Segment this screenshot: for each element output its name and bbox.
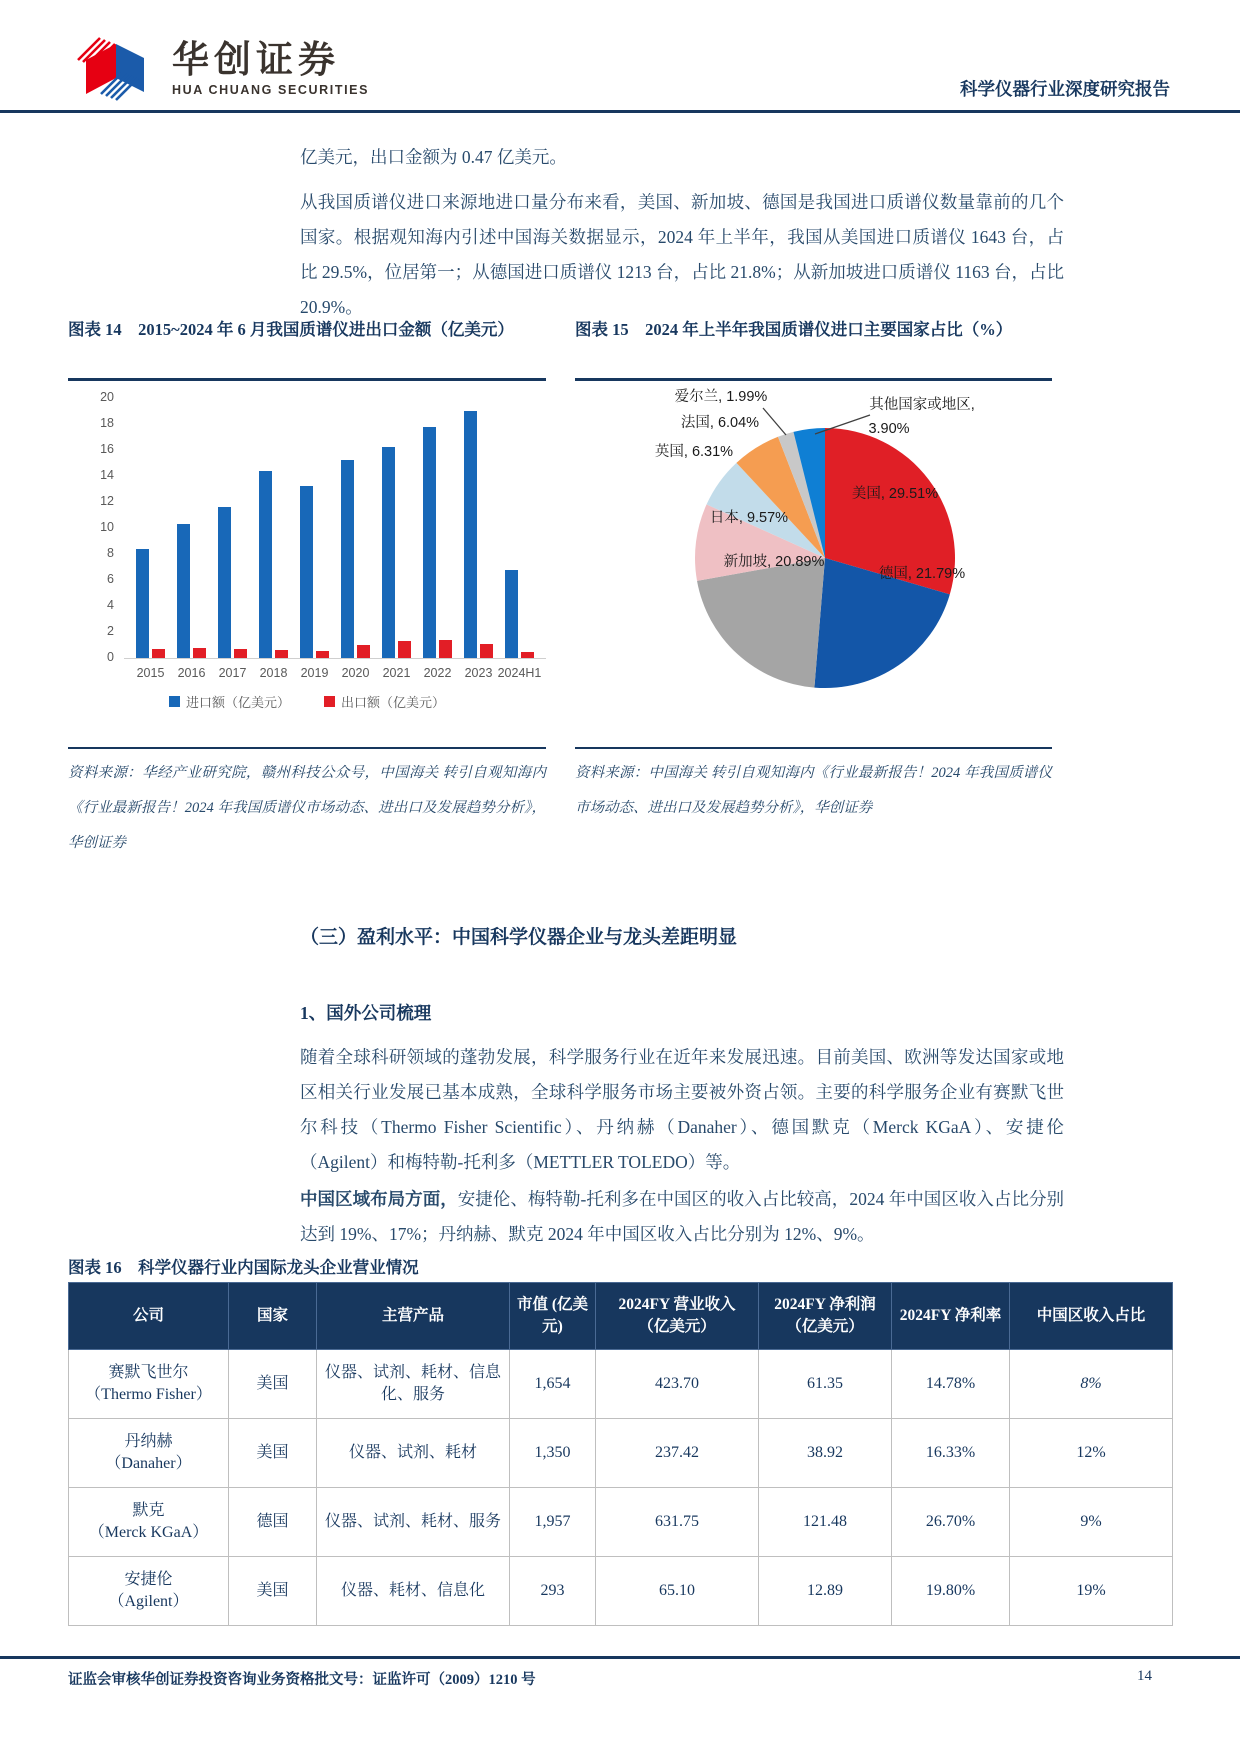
legend-swatch-icon xyxy=(324,696,335,707)
y-axis-tick: 14 xyxy=(100,468,114,482)
y-axis-tick: 8 xyxy=(107,546,114,560)
y-axis-tick: 18 xyxy=(100,416,114,430)
table-cell: 德国 xyxy=(229,1488,317,1557)
pie-label-美国: 美国, 29.51% xyxy=(851,486,939,502)
company-logo xyxy=(70,26,369,110)
x-axis-line xyxy=(124,658,546,659)
table-cell: 631.75 xyxy=(596,1488,759,1557)
table-header-cell: 市值 (亿美元) xyxy=(510,1283,596,1350)
section-heading: （三）盈利水平：中国科学仪器企业与龙头差距明显 xyxy=(300,927,738,948)
export-bar xyxy=(398,641,411,658)
table-cell: 19.80% xyxy=(892,1557,1010,1626)
x-axis-label: 2024H1 xyxy=(497,666,542,680)
table-cell: 1,654 xyxy=(510,1350,596,1419)
company-name-cn: 丹纳赫 xyxy=(124,1433,173,1450)
export-bar xyxy=(193,648,206,658)
intro-paragraph-1: 亿美元，出口金额为 0.47 亿美元。 xyxy=(300,147,567,167)
x-axis-label: 2020 xyxy=(341,666,370,680)
import-bar xyxy=(505,570,518,658)
import-share-pie-chart xyxy=(575,386,1052,698)
table-header-cell: 2024FY 净利润 （亿美元） xyxy=(759,1283,892,1350)
import-bar xyxy=(464,411,477,658)
pie-label-其他国家或地区: 其他国家或地区, 3.90% xyxy=(868,397,975,437)
legend-label: 出口额（亿美元） xyxy=(341,695,446,710)
table-cell xyxy=(69,1488,229,1557)
table-cell: 美国 xyxy=(229,1419,317,1488)
y-axis-tick: 4 xyxy=(107,598,114,612)
pie-label-日本: 日本, 9.57% xyxy=(709,510,789,526)
export-bar xyxy=(521,652,534,658)
export-bar xyxy=(234,649,247,658)
section-paragraph-2 xyxy=(300,1182,1064,1252)
import-bar xyxy=(423,427,436,658)
company-name-en: （Thermo Fisher） xyxy=(85,1386,212,1403)
pie-label-法国: 法国, 6.04% xyxy=(680,415,760,431)
y-axis-tick: 2 xyxy=(107,624,114,638)
companies-table xyxy=(68,1282,1173,1626)
legend-item xyxy=(324,692,445,711)
table-cell: 美国 xyxy=(229,1350,317,1419)
x-axis-label: 2016 xyxy=(177,666,206,680)
table-cell: 仪器、试剂、耗材、服务 xyxy=(317,1488,510,1557)
table-cell: 65.10 xyxy=(596,1557,759,1626)
section-paragraph-1: 随着全球科研领域的蓬勃发展，科学服务行业在近年来发展迅速。目前美国、欧洲等发达国家或地区相关行业发展已基本成熟，全球科学服务市场主要被外资占领。主要的科学服务企业有赛默飞世尔科技（Thermo Fisher Scientific）、丹纳赫（Danaher）、德国默克（Merck KGaA）、安捷伦（Agilent）和梅特勒-托利多（METTLER TOLEDO）等。 xyxy=(300,1047,1064,1172)
table-cell: 16.33% xyxy=(892,1419,1010,1488)
table-row xyxy=(69,1419,1173,1488)
figure14-source-note: 资料来源：华经产业研究院，赣州科技公众号，中国海关 转引自观知海内《行业最新报告！2024 年我国质谱仪市场动态、进出口及发展趋势分析》，华创证券 xyxy=(68,765,546,851)
figure14-title: 图表 14 2015~2024 年 6 月我国质谱仪进出口金额（亿美元） xyxy=(68,320,514,339)
export-bar xyxy=(357,645,370,658)
x-axis-label: 2022 xyxy=(423,666,452,680)
export-bar xyxy=(480,644,493,658)
figure15-source-note: 资料来源：中国海关 转引自观知海内《行业最新报告！2024 年我国质谱仪市场动态、进出口及发展趋势分析》，华创证券 xyxy=(575,765,1052,816)
table-cell: 1,957 xyxy=(510,1488,596,1557)
legend-item xyxy=(169,692,290,711)
logo-name-cn: 华创证券 xyxy=(172,38,340,80)
pie-label-德国: 德国, 21.79% xyxy=(878,566,966,582)
logo-cube-icon xyxy=(70,26,162,110)
table-cell: 293 xyxy=(510,1557,596,1626)
paragraph-lead-bold: 中国区域布局方面， xyxy=(300,1189,458,1209)
table-header-cell: 国家 xyxy=(229,1283,317,1350)
x-axis-label: 2018 xyxy=(259,666,288,680)
pie-leader-line xyxy=(763,408,786,435)
figure15-bottom-rule xyxy=(575,747,1052,749)
export-bar xyxy=(275,650,288,658)
x-axis-label: 2021 xyxy=(382,666,411,680)
table-row xyxy=(69,1557,1173,1626)
table-cell xyxy=(69,1350,229,1419)
y-axis-tick: 10 xyxy=(100,520,114,534)
table-header-cell: 2024FY 净利率 xyxy=(892,1283,1010,1350)
x-axis-label: 2023 xyxy=(464,666,493,680)
company-name-en: （Danaher） xyxy=(105,1455,192,1472)
y-axis-tick: 6 xyxy=(107,572,114,586)
export-bar xyxy=(152,649,165,658)
figure16-title: 图表 16 科学仪器行业内国际龙头企业营业情况 xyxy=(68,1258,419,1277)
pie-svg xyxy=(575,386,1052,698)
y-axis-tick: 16 xyxy=(100,442,114,456)
table-header-cell: 中国区收入占比 xyxy=(1010,1283,1173,1350)
legend-label: 进口额（亿美元） xyxy=(185,695,290,710)
import-bar xyxy=(259,471,272,658)
import-bar xyxy=(177,524,190,658)
table-cell: 19% xyxy=(1010,1557,1173,1626)
table-cell: 8% xyxy=(1010,1350,1173,1419)
table-cell: 1,350 xyxy=(510,1419,596,1488)
logo-name-en: HUA CHUANG SECURITIES xyxy=(172,82,370,97)
import-bar xyxy=(136,549,149,658)
table-cell: 12.89 xyxy=(759,1557,892,1626)
footer-divider xyxy=(0,1656,1240,1659)
footer-license-text: 证监会审核华创证券投资咨询业务资格批文号：证监许可（2009）1210 号 xyxy=(68,1672,536,1688)
import-bar xyxy=(218,507,231,658)
import-export-bar-chart xyxy=(68,388,546,720)
pie-label-爱尔兰: 爱尔兰, 1.99% xyxy=(674,389,768,405)
figure14-bottom-rule xyxy=(68,747,546,749)
pie-label-英国: 英国, 6.31% xyxy=(654,444,734,460)
y-axis-tick: 0 xyxy=(107,650,114,664)
table-cell: 仪器、试剂、耗材 xyxy=(317,1419,510,1488)
table-cell: 423.70 xyxy=(596,1350,759,1419)
company-name-en: （Merck KGaA） xyxy=(88,1524,209,1541)
page-number: 14 xyxy=(1137,1668,1152,1684)
export-bar xyxy=(439,640,452,658)
table-cell: 仪器、试剂、耗材、信息化、服务 xyxy=(317,1350,510,1419)
legend-swatch-icon xyxy=(169,696,180,707)
table-cell: 26.70% xyxy=(892,1488,1010,1557)
company-name-cn: 赛默飞世尔 xyxy=(108,1364,189,1381)
import-bar xyxy=(341,460,354,658)
table-cell: 美国 xyxy=(229,1557,317,1626)
table-header-cell: 公司 xyxy=(69,1283,229,1350)
table-body xyxy=(69,1350,1173,1626)
export-bar xyxy=(316,651,329,658)
table-cell: 14.78% xyxy=(892,1350,1010,1419)
table-cell xyxy=(69,1557,229,1626)
x-axis-label: 2017 xyxy=(218,666,247,680)
table-row xyxy=(69,1350,1173,1419)
table-cell xyxy=(69,1419,229,1488)
y-axis-tick: 12 xyxy=(100,494,114,508)
pie-slice-新加坡 xyxy=(697,558,825,688)
bar-chart-legend xyxy=(68,692,546,711)
company-name-cn: 默克 xyxy=(132,1502,165,1519)
table-header-cell: 2024FY 营业收入 （亿美元） xyxy=(596,1283,759,1350)
figure15-title: 图表 15 2024 年上半年我国质谱仪进口主要国家占比（%） xyxy=(575,320,1013,339)
pie-label-新加坡: 新加坡, 20.89% xyxy=(723,554,825,570)
table-row xyxy=(69,1488,1173,1557)
company-name-cn: 安捷伦 xyxy=(124,1571,173,1588)
company-name-en: （Agilent） xyxy=(108,1593,189,1610)
figure14-title-rule xyxy=(68,378,546,381)
table-head xyxy=(69,1283,1173,1350)
report-title: 科学仪器行业深度研究报告 xyxy=(960,79,1170,99)
table-cell: 38.92 xyxy=(759,1419,892,1488)
table-cell: 仪器、耗材、信息化 xyxy=(317,1557,510,1626)
figure15-title-rule xyxy=(575,378,1052,381)
x-axis-label: 2015 xyxy=(136,666,165,680)
table-cell: 237.42 xyxy=(596,1419,759,1488)
table-cell: 12% xyxy=(1010,1419,1173,1488)
import-bar xyxy=(300,486,313,658)
subsection-heading: 1、国外公司梳理 xyxy=(300,1003,432,1023)
intro-paragraph-2: 从我国质谱仪进口来源地进口量分布来看，美国、新加坡、德国是我国进口质谱仪数量靠前的几个国家。根据观知海内引述中国海关数据显示，2024 年上半年，我国从美国进口质谱仪 1643 台，占比 29.5%，位居第一；从德国进口质谱仪 1213 台，占比 21.8%；从新加坡进口质谱仪 1163 台，占比 20.9%。 xyxy=(300,192,1064,317)
table-header-cell: 主营产品 xyxy=(317,1283,510,1350)
import-bar xyxy=(382,447,395,658)
header-divider xyxy=(0,110,1240,113)
logo-text xyxy=(172,40,369,97)
y-axis-tick: 20 xyxy=(100,390,114,404)
x-axis-label: 2019 xyxy=(300,666,329,680)
table-cell: 9% xyxy=(1010,1488,1173,1557)
table-cell: 121.48 xyxy=(759,1488,892,1557)
table-cell: 61.35 xyxy=(759,1350,892,1419)
paragraph-rest: 安捷伦、梅特勒-托利多在中国区的收入占比较高，2024 年中国区收入占比分别达到 19%、17%；丹纳赫、默克 2024 年中国区收入占比分别为 12%、9%。 xyxy=(300,1189,1065,1244)
